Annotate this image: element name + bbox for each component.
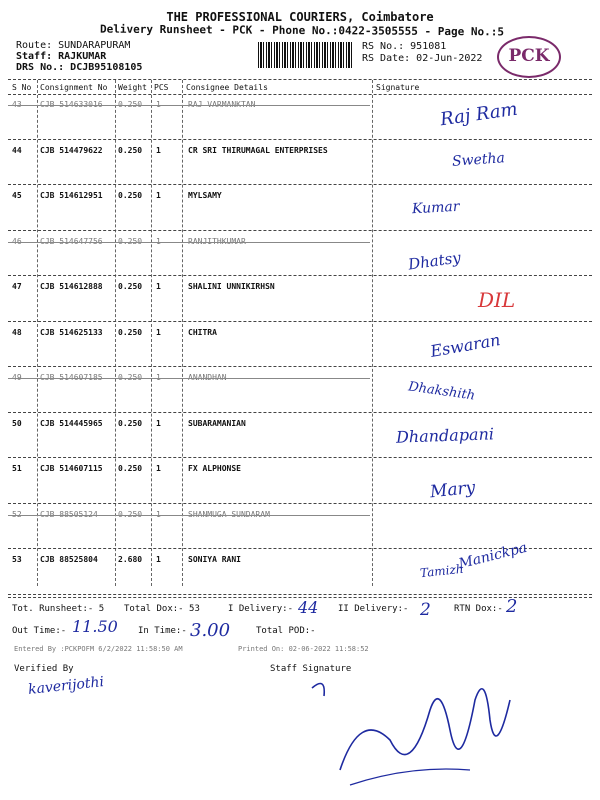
cell-consignment: CJB 514479622 [40, 146, 103, 155]
cell-pcs: 1 [156, 191, 161, 200]
cell-pcs: 1 [156, 146, 161, 155]
drs-number: DRS No.: DCJB95108105 [16, 62, 143, 73]
runsheet-subtitle: Delivery Runsheet - PCK - Phone No.:0422-3505555 - Page No.:5 [99, 22, 505, 39]
column-divider [372, 80, 373, 586]
cell-consignment: CJB 514607115 [40, 464, 103, 473]
column-divider [182, 80, 183, 586]
cell-consignment: CJB 514607185 [40, 373, 103, 382]
cell-weight: 0.250 [118, 146, 143, 155]
cell-consignee: CR SRI THIRUMAGAL ENTERPRISES [188, 146, 328, 155]
column-header-signature: Signature [376, 83, 420, 92]
cell-weight: 0.250 [118, 237, 143, 246]
i-delivery-handwritten: 44 [298, 598, 319, 617]
cell-weight: 0.250 [118, 373, 143, 382]
row-divider [8, 366, 592, 367]
cell-sno: 47 [12, 282, 22, 291]
total-pod: Total POD:- [256, 626, 316, 636]
cell-pcs: 1 [156, 555, 161, 564]
column-header-consignment: Consignment No [40, 83, 108, 92]
cell-pcs: 1 [156, 237, 161, 246]
strike-through [8, 242, 370, 243]
column-header-consignee: Consignee Details [186, 83, 268, 92]
strike-through [8, 378, 370, 379]
cell-sno: 50 [12, 419, 22, 428]
recipient-signature: Kumar [411, 198, 460, 218]
cell-consignee: RANJITHKUMAR [188, 237, 246, 246]
cell-consignment: CJB 88525804 [40, 555, 98, 564]
route: Route: SUNDARAPURAM [16, 40, 131, 51]
column-divider [151, 80, 152, 586]
cell-consignee: SONIYA RANI [188, 555, 241, 564]
cell-consignee: SHANMUGA SUNDARAM [188, 510, 270, 519]
cell-consignment: CJB 514625133 [40, 328, 103, 337]
cell-consignee: RAJ VARMANKTAN [188, 100, 256, 109]
total-runsheet: Tot. Runsheet:- 5 [12, 604, 105, 614]
cell-pcs: 1 [156, 510, 161, 519]
rs-date: RS Date: 02-Jun-2022 [362, 53, 483, 64]
pck-stamp: PCK [497, 36, 561, 78]
table-top-rule [8, 79, 592, 80]
column-divider [37, 80, 38, 586]
row-divider [8, 275, 592, 276]
recipient-signature: Eswaran [428, 330, 502, 361]
cell-sno: 49 [12, 373, 22, 382]
recipient-signature: Dhandapani [395, 424, 495, 447]
strike-through [8, 105, 370, 106]
row-divider [8, 321, 592, 322]
total-dox: Total Dox:- 53 [124, 604, 200, 614]
cell-sno: 45 [12, 191, 22, 200]
staff: Staff: RAJKUMAR [16, 51, 107, 62]
cell-sno: 52 [12, 510, 22, 519]
cell-weight: 0.250 [118, 100, 143, 109]
cell-sno: 53 [12, 555, 22, 564]
column-header-weight: Weight [118, 83, 147, 92]
rs-number: RS No.: 951081 [362, 41, 447, 52]
entered-by: Entered By :PCKPOFM 6/2/2022 11:58:50 AM [14, 645, 183, 653]
cell-sno: 46 [12, 237, 22, 246]
column-header-sno: S No [12, 83, 32, 92]
out-time: Out Time:- [12, 626, 67, 636]
cell-sno: 48 [12, 328, 22, 337]
company-title: THE PROFESSIONAL COURIERS, Coimbatore [166, 10, 434, 24]
ii-delivery-handwritten: 2 [420, 600, 431, 620]
cell-pcs: 1 [156, 373, 161, 382]
row-divider [8, 594, 592, 595]
barcode [258, 42, 353, 68]
cell-weight: 0.250 [118, 282, 143, 291]
staff-signature-scribble [300, 670, 520, 795]
recipient-signature: DIL [478, 288, 516, 312]
ii-delivery: II Delivery:- [338, 604, 409, 614]
cell-weight: 0.250 [118, 328, 143, 337]
verified-by: Verified By [14, 664, 74, 674]
cell-sno: 44 [12, 146, 22, 155]
cell-pcs: 1 [156, 464, 161, 473]
cell-consignee: SHALINI UNNIKIRHSN [188, 282, 275, 291]
cell-pcs: 1 [156, 282, 161, 291]
cell-weight: 0.250 [118, 464, 143, 473]
cell-consignment: CJB 514647756 [40, 237, 103, 246]
cell-sno: 51 [12, 464, 22, 473]
cell-weight: 0.250 [118, 419, 143, 428]
cell-pcs: 1 [156, 328, 161, 337]
cell-consignment: CJB 514445965 [40, 419, 103, 428]
in-time: In Time:- [138, 626, 187, 636]
strike-through [8, 515, 370, 516]
printed-on: Printed On: 02-06-2022 11:58:52 [238, 645, 369, 653]
cell-weight: 0.250 [118, 510, 143, 519]
recipient-signature: Tamizh [419, 561, 465, 581]
cell-consignee: ANANDHAN [188, 373, 227, 382]
cell-consignment: CJB 514612888 [40, 282, 103, 291]
recipient-signature: Swetha [451, 150, 506, 170]
cell-consignment: CJB 88505124 [40, 510, 98, 519]
row-divider [8, 412, 592, 413]
column-header-pcs: PCS [154, 83, 169, 92]
recipient-signature: Dhatsy [407, 248, 462, 274]
row-divider [8, 457, 592, 458]
rtn-dox: RTN Dox:- [454, 604, 503, 614]
recipient-signature: Manickpa [457, 539, 529, 573]
cell-pcs: 1 [156, 419, 161, 428]
row-divider [8, 503, 592, 504]
row-divider [8, 139, 592, 140]
row-divider [8, 230, 592, 231]
out-time-handwritten: 11.50 [72, 617, 118, 636]
recipient-signature: Mary [429, 477, 477, 503]
verified-signature: kaverijothi [27, 674, 105, 698]
rtn-dox-handwritten: 2 [506, 596, 518, 617]
column-divider [115, 80, 116, 586]
cell-consignment: CJB 514612951 [40, 191, 103, 200]
cell-weight: 0.250 [118, 191, 143, 200]
cell-consignee: FX ALPHONSE [188, 464, 241, 473]
cell-consignee: MYLSAMY [188, 191, 222, 200]
row-divider [8, 184, 592, 185]
cell-consignment: CJB 514633016 [40, 100, 103, 109]
cell-pcs: 1 [156, 100, 161, 109]
cell-consignee: SUBARAMANIAN [188, 419, 246, 428]
table-header-rule [8, 94, 592, 95]
in-time-handwritten: 3.00 [190, 620, 231, 641]
recipient-signature: Dhakshith [407, 379, 476, 404]
recipient-signature: Raj Ram [438, 98, 519, 131]
cell-consignee: CHITRA [188, 328, 217, 337]
i-delivery: I Delivery:- [228, 604, 294, 614]
cell-weight: 2.680 [118, 555, 143, 564]
staff-signature: Staff Signature [270, 664, 352, 674]
cell-sno: 43 [12, 100, 22, 109]
